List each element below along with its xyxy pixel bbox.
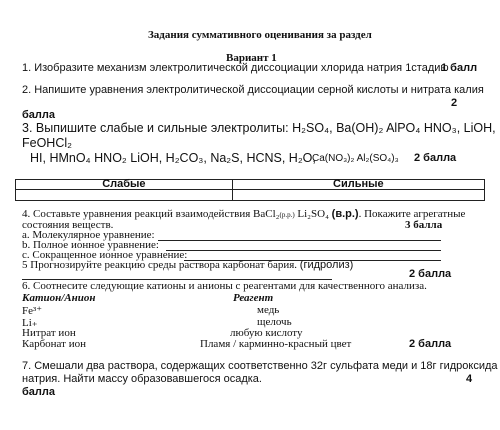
anion-item: Карбонат ион (22, 338, 86, 350)
question-7-text-line2: натрия. Найти массу образовавшегося осадка. (22, 373, 262, 385)
full-ionic-equation-label: b. Полное ионное уравнение: (22, 239, 159, 251)
question-4-score: 3 балла (405, 219, 443, 231)
reagent-header: Реагент (233, 292, 274, 304)
question-3-text: 3. Выпишите слабые и сильные электролиты: H₂SO₄, Ba(OH)₂ AlPO₄ HNO₃, LiOH, (22, 121, 496, 135)
reagent-item: медь (257, 304, 280, 316)
strong-electrolytes-header: Сильные (232, 180, 484, 190)
short-ionic-equation-label: c. Сокращенное ионное уравнение: (22, 249, 188, 261)
cation-item: Fe³⁺ (22, 305, 43, 317)
page-title: Задания суммативного оценивания за раздел (148, 29, 372, 41)
molecular-equation-line[interactable] (158, 240, 441, 241)
strong-electrolytes-cell[interactable] (232, 190, 484, 201)
question-7-score-word: балла (22, 386, 56, 398)
weak-electrolytes-cell[interactable] (16, 190, 233, 201)
variant-title: Вариант 1 (226, 52, 277, 64)
reagent-item: любую кислоту (230, 327, 303, 339)
weak-electrolytes-header: Слабые (16, 180, 233, 190)
anion-item: Нитрат ион (22, 327, 76, 339)
question-1-text: 1. Изобразите механизм электролитической диссоциации хлорида натрия 1стадию (22, 62, 449, 74)
molecular-equation-label: a. Молекулярное уравнение: (22, 229, 155, 241)
question-5-score: 2 балла (409, 268, 452, 280)
cation-item: Li₊ (22, 317, 38, 329)
question-7-score-number: 4 (466, 373, 473, 385)
question-3-score: 2 балла (414, 152, 457, 164)
question-2-score-number: 2 (451, 97, 458, 109)
question-3-electrolyte-list: HI, HMnO₄ HNO₂ LiOH, H₂CO₃, Na₂S, HCNS, H₂O, (30, 151, 316, 165)
question-3-text-line2: FeOHCl₂ (22, 136, 72, 150)
reagent-item: Пламя / карминно-красный цвет (200, 338, 352, 350)
question-4-text-line2: состояния веществ. (22, 219, 114, 231)
question-6-text: 6. Соотнесите следующие катионы и анионы с реагентами для качественного анализа. (22, 280, 427, 292)
full-ionic-equation-line[interactable] (166, 250, 441, 251)
cation-anion-header: Катион/Анион (22, 292, 96, 304)
reagent-item: щелочь (257, 316, 292, 328)
question-2-text: 2. Напишите уравнения электролитической диссоциации серной кислоты и нитрата калия (22, 84, 484, 96)
question-2-score-word: балла (22, 109, 56, 121)
electrolytes-table (15, 179, 485, 201)
question-3-electrolyte-list-salts: Ca(NO₃)₂ Al₂(SO₄)₃ (312, 153, 399, 164)
question-1-score: 1 балл (441, 62, 478, 74)
question-5-text: 5 Прогнозируйте реакцию среды раствора карбонат бария. (гидролиз) (22, 259, 354, 271)
question-4-text: 4. Составьте уравнения реакций взаимодействия BaCl₂(р.р.) Li₂SO₄ (в.р.). Покажите агрегатные (22, 208, 466, 220)
question-6-score: 2 балла (409, 338, 452, 350)
question-7-text: 7. Смешали два раствора, содержащих соответственно 32г сульфата меди и 18г гидроксида (22, 360, 498, 372)
